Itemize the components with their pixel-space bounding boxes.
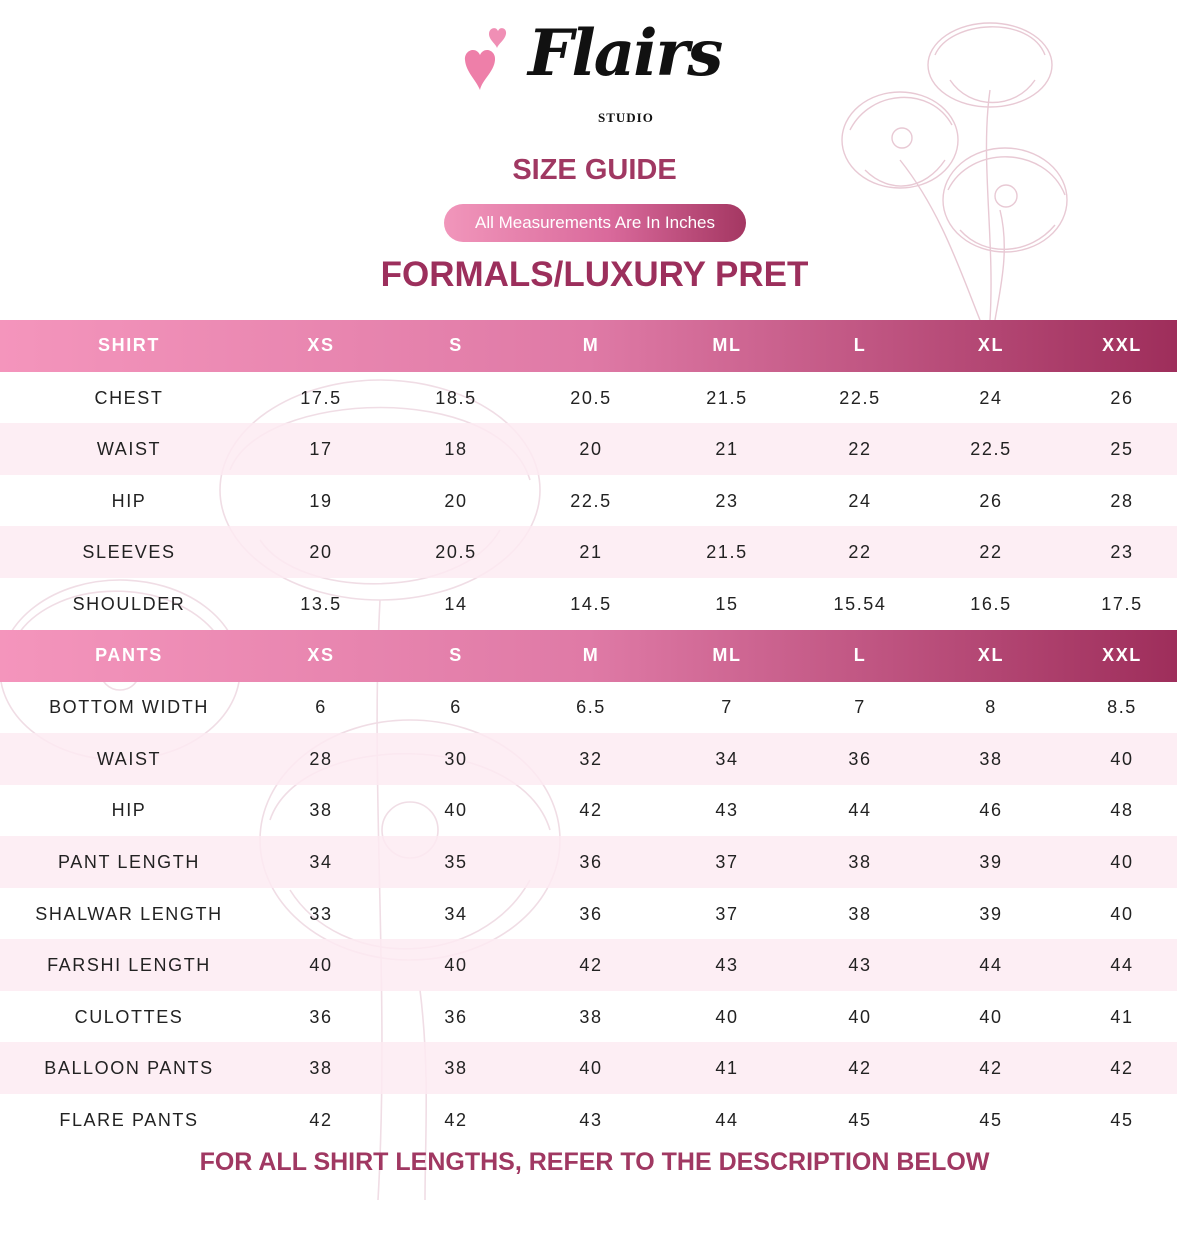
measurement-value: 38	[444, 1058, 468, 1079]
measurement-value: 21	[715, 439, 739, 460]
row-label: HIP	[111, 490, 147, 511]
measurement-value: 26	[979, 490, 1003, 511]
size-column-header: L	[853, 644, 867, 665]
measurement-value: 38	[579, 1006, 603, 1027]
measurement-value: 42	[444, 1110, 468, 1130]
measurement-value: 34	[715, 748, 739, 769]
measurement-value: 8.5	[1107, 697, 1137, 718]
measurement-value: 40	[1110, 748, 1134, 769]
measurement-value: 38	[309, 800, 333, 821]
size-column-header: XL	[977, 644, 1005, 665]
measurement-value: 40	[848, 1006, 872, 1027]
measurement-value: 40	[1110, 852, 1134, 872]
measurement-value: 24	[979, 387, 1003, 408]
measurement-value: 42	[1110, 1058, 1134, 1079]
measurement-value: 17.5	[300, 387, 342, 408]
measurement-value: 24	[848, 490, 872, 511]
size-column-header: ML	[712, 644, 742, 665]
measurement-value: 42	[309, 1110, 333, 1130]
measurement-value: 36	[579, 852, 603, 872]
measurement-value: 38	[979, 748, 1003, 769]
measurement-value: 40	[579, 1058, 603, 1079]
measurement-value: 23	[715, 490, 739, 511]
measurement-value: 17	[309, 439, 333, 460]
measurement-value: 36	[848, 748, 872, 769]
measurement-value: 34	[444, 903, 468, 924]
page-title: SIZE GUIDE	[512, 154, 677, 186]
measurement-value: 22	[848, 439, 872, 460]
row-label: BOTTOM WIDTH	[49, 697, 209, 718]
measurement-value: 40	[309, 955, 333, 976]
size-column-header: ML	[712, 335, 742, 355]
measurement-value: 43	[715, 800, 739, 821]
measurement-value: 6.5	[576, 697, 606, 718]
measurement-value: 22	[979, 542, 1003, 563]
measurement-value: 40	[444, 955, 468, 976]
row-label: SLEEVES	[82, 542, 176, 563]
measurement-value: 36	[444, 1006, 468, 1027]
measurement-value: 38	[848, 852, 872, 872]
brand-logo	[462, 16, 722, 140]
measurement-value: 41	[1110, 1006, 1134, 1027]
size-column-header: S	[449, 644, 463, 665]
measurement-value: 28	[1110, 490, 1134, 511]
measurement-value: 19	[309, 490, 333, 511]
footer-note: FOR ALL SHIRT LENGTHS, REFER TO THE DESCRIPTION BELOW	[199, 1148, 990, 1176]
measurement-value: 43	[715, 955, 739, 976]
measurement-value: 17.5	[1101, 594, 1143, 614]
size-column-header: XXL	[1102, 335, 1142, 355]
measurement-value: 6	[450, 697, 462, 718]
measurement-value: 20	[579, 439, 603, 460]
measurement-value: 7	[854, 697, 866, 718]
measurement-value: 45	[1110, 1110, 1134, 1130]
row-label: CHEST	[94, 387, 164, 408]
section-title: PANTS	[95, 644, 163, 665]
brand-name: Flairs	[528, 16, 722, 91]
measurement-note-badge: All Measurements Are In Inches	[444, 204, 746, 242]
size-column-header: XS	[307, 644, 335, 665]
measurement-value: 13.5	[300, 594, 342, 614]
size-column-header: XS	[307, 335, 335, 355]
measurement-value: 14.5	[570, 594, 612, 614]
measurement-value: 20	[444, 490, 468, 511]
row-label: FLARE PANTS	[59, 1110, 199, 1130]
row-label: WAIST	[96, 748, 162, 769]
size-column-header: S	[449, 335, 463, 355]
size-column-header: M	[582, 644, 600, 665]
size-column-header: L	[853, 335, 867, 355]
section-title: SHIRT	[98, 335, 160, 355]
measurement-value: 15.54	[833, 594, 887, 614]
measurement-value: 21.5	[706, 387, 748, 408]
measurement-value: 43	[579, 1110, 603, 1130]
measurement-value: 44	[979, 955, 1003, 976]
measurement-value: 37	[715, 852, 739, 872]
measurement-value: 40	[715, 1006, 739, 1027]
measurement-value: 42	[579, 955, 603, 976]
row-label: BALLOON PANTS	[44, 1058, 214, 1079]
measurement-value: 6	[315, 697, 327, 718]
measurement-value: 33	[309, 903, 333, 924]
measurement-value: 37	[715, 903, 739, 924]
row-label: SHALWAR LENGTH	[35, 903, 223, 924]
brand-sub: STUDIO	[598, 110, 654, 125]
measurement-value: 45	[848, 1110, 872, 1130]
measurement-value: 22.5	[970, 439, 1012, 460]
measurement-value: 46	[979, 800, 1003, 821]
measurement-value: 43	[848, 955, 872, 976]
measurement-value: 21	[579, 542, 603, 563]
measurement-value: 18.5	[435, 387, 477, 408]
collection-title: FORMALS/LUXURY PRET	[380, 255, 809, 294]
measurement-value: 39	[979, 852, 1003, 872]
measurement-value: 32	[579, 748, 603, 769]
measurement-value: 42	[979, 1058, 1003, 1079]
measurement-value: 28	[309, 748, 333, 769]
measurement-value: 18	[444, 439, 468, 460]
row-label: FARSHI LENGTH	[47, 955, 211, 976]
measurement-value: 40	[979, 1006, 1003, 1027]
measurement-value: 42	[579, 800, 603, 821]
measurement-value: 44	[715, 1110, 739, 1130]
row-label: SHOULDER	[72, 594, 186, 614]
measurement-value: 40	[1110, 903, 1134, 924]
measurement-value: 34	[309, 852, 333, 872]
measurement-value: 38	[848, 903, 872, 924]
row-label: WAIST	[96, 439, 162, 460]
measurement-value: 23	[1110, 542, 1134, 563]
measurement-value: 16.5	[970, 594, 1012, 614]
measurement-value: 36	[309, 1006, 333, 1027]
measurement-value: 22.5	[839, 387, 881, 408]
measurement-value: 8	[985, 697, 997, 718]
measurement-value: 20.5	[435, 542, 477, 563]
measurement-value: 30	[444, 748, 468, 769]
row-label: CULOTTES	[74, 1006, 184, 1027]
measurement-value: 44	[848, 800, 872, 821]
row-label: PANT LENGTH	[58, 852, 200, 872]
measurement-value: 44	[1110, 955, 1134, 976]
measurement-value: 25	[1110, 439, 1134, 460]
measurement-value: 20.5	[570, 387, 612, 408]
measurement-value: 14	[444, 594, 468, 614]
measurement-value: 41	[715, 1058, 739, 1079]
size-column-header: M	[582, 335, 600, 355]
measurement-value: 22.5	[570, 490, 612, 511]
measurement-value: 45	[979, 1110, 1003, 1130]
measurement-value: 22	[848, 542, 872, 563]
row-label: HIP	[111, 800, 147, 821]
measurement-value: 15	[715, 594, 739, 614]
size-column-header: XXL	[1102, 644, 1142, 665]
measurement-value: 39	[979, 903, 1003, 924]
measurement-value: 40	[444, 800, 468, 821]
measurement-value: 38	[309, 1058, 333, 1079]
measurement-value: 20	[309, 542, 333, 563]
measurement-value: 35	[444, 852, 468, 872]
measurement-value: 48	[1110, 800, 1134, 821]
measurement-value: 7	[721, 697, 733, 718]
measurement-value: 42	[848, 1058, 872, 1079]
size-column-header: XL	[977, 335, 1005, 355]
measurement-value: 36	[579, 903, 603, 924]
measurement-value: 21.5	[706, 542, 748, 563]
measurement-value: 26	[1110, 387, 1134, 408]
